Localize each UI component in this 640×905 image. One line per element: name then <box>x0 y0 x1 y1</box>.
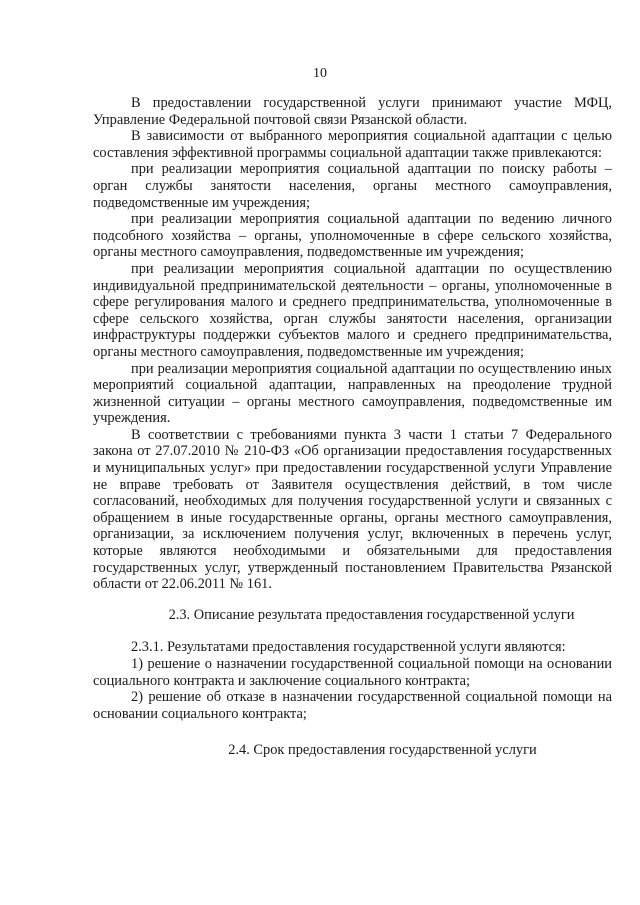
section-heading-2-3: 2.3. Описание результата предоставления государственной услуги <box>168 606 575 623</box>
paragraph-result-approval: 1) решение о назначении государственной социальной помощи на основании социального контракта и заключение социального контракта; <box>93 656 612 689</box>
paragraph-participants: В предоставлении государственной услуги принимают участие МФЦ, Управление Федеральной почтовой связи Рязанской области. <box>93 95 612 128</box>
page-number: 10 <box>313 66 327 81</box>
paragraph-result-refusal: 2) решение об отказе в назначении государственной социальной помощи на основании социального контракта; <box>93 689 612 722</box>
paragraph-entrepreneurship: при реализации мероприятия социальной адаптации по осуществлению индивидуальной предпринимательской деятельности – органы, уполномоченные в сфере регулирования малого и среднего предпринимательства, уполномоченные в сфере сельского хозяйства, орган службы занятости населения, организации инфраструктуры поддержки субъектов малого и среднего предпринимательства, органы местного самоуправления, подведомственные им учреждения; <box>93 260 612 360</box>
paragraph-adaptation-intro: В зависимости от выбранного мероприятия социальной адаптации с целью составления эффективной программы социальной адаптации также привлекаются: <box>93 128 612 161</box>
paragraph-job-search: при реализации мероприятия социальной адаптации по поиску работы – орган службы занятости населения, органы местного самоуправления, подведомственные им учреждения; <box>93 161 612 211</box>
paragraph-household: при реализации мероприятия социальной адаптации по ведению личного подсобного хозяйства – органы, уполномоченные в сфере сельского хозяйства, органы местного самоуправления, подведомственные им учреждения; <box>93 211 612 261</box>
paragraph-federal-law: В соответствии с требованиями пункта 3 части 1 статьи 7 Федерального закона от 27.07.2010 № 210-ФЗ «Об организации предоставления государственных и муниципальных услуг» при предоставлении государственной услуги Управление не вправе требовать от Заявителя осуществления действий, в том числе согласований, необходимых для получения государственной услуги и связанных с обращением в иные государственные органы, органы местного самоуправления, организации, за исключением получения услуг, включенных в перечень услуг, которые являются необходимыми и обязательными для предоставления государственных услуг, утвержденный постановлением Правительства Рязанской области от 22.06.2011 № 161. <box>93 426 612 593</box>
paragraph-results-intro: 2.3.1. Результатами предоставления государственной услуги являются: <box>131 639 566 656</box>
section-heading-2-4: 2.4. Срок предоставления государственной услуги <box>228 742 537 759</box>
paragraph-other-activities: при реализации мероприятия социальной адаптации по осуществлению иных мероприятий социальной адаптации, направленных на преодоление трудной жизненной ситуации – органы местного самоуправления, подведомственные им учреждения. <box>93 360 612 427</box>
document-body <box>93 95 612 759</box>
